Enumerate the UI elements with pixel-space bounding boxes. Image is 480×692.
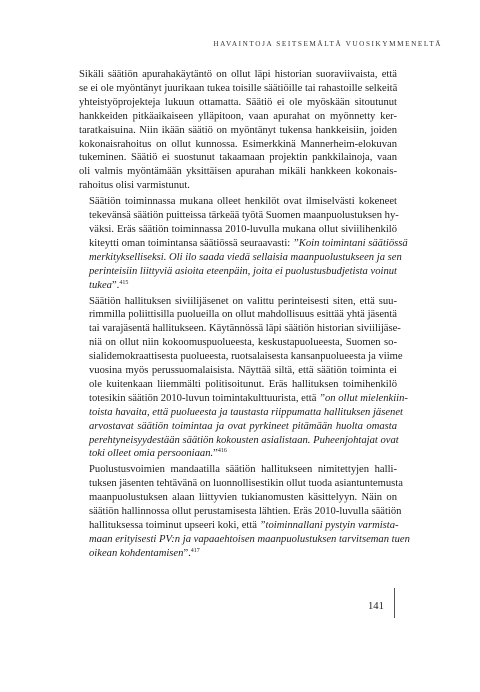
- text-line: [79, 251, 402, 265]
- page-number: 141: [368, 601, 384, 612]
- text-line: [79, 378, 397, 392]
- text-run: väksi. Eräs säätiön toiminnassa 2010-luvulla mukana ollut siviilihenkilö: [89, 223, 397, 235]
- text-line: [79, 195, 397, 209]
- text-run: vuosina myös perussuomalaisista. Näyttää siltä, että säätiön toiminta ei: [89, 365, 397, 377]
- text-run: Säätiön hallituksen siviilijäsenet on valittu perinteisesti siten, että suu-: [89, 295, 397, 307]
- text-line: [79, 124, 397, 138]
- text-run: ole kuitenkaan liiemmälti politisoitunut. Eräs hallituksen toimihenkilö: [89, 378, 397, 390]
- text-run: sialidemokraattisesta puolueesta, ruotsalaisesta kansanpuolueesta ja viime: [89, 351, 403, 363]
- text-line: [79, 265, 397, 279]
- text-run: tukea: [89, 279, 112, 291]
- text-line: [79, 477, 403, 491]
- text-line: [79, 447, 397, 461]
- text-run: se ei ole myöntänyt juurikaan tukea toisille säätiöille tai rahastoille selkeitä: [79, 82, 398, 94]
- text-run: niä on ollut niin kokoomuspuolueesta, keskustapuolueesta, Suomen so-: [89, 337, 397, 349]
- text-run: ”.: [111, 279, 120, 291]
- text-run: säätiön hallinnossa ollut perustamisesta lähtien. Eräs 2010-luvulla säätiön: [89, 506, 402, 518]
- text-line: [79, 110, 397, 124]
- text-line: [79, 68, 397, 82]
- text-line: [79, 237, 408, 251]
- text-line: [79, 96, 397, 110]
- text-line: [79, 392, 408, 406]
- text-line: [79, 547, 397, 561]
- text-line: [79, 209, 397, 223]
- text-line: [79, 179, 397, 193]
- text-line: [79, 434, 397, 448]
- text-run: ”on ollut mielenkiin-: [319, 392, 408, 404]
- paragraph: [79, 295, 408, 462]
- text-line: [79, 364, 397, 378]
- text-run: maanpuolustuksen alaan liittyvien tukianomusten käsittelyyn. Näin on: [89, 492, 397, 504]
- paragraph: [79, 463, 410, 560]
- text-line: [79, 151, 397, 165]
- text-run: tukeminen. Säätiö ei suostunut takaamaan projektin pankkilainoja, vaan: [79, 152, 397, 164]
- text-run: oikean kohdentamisen: [89, 547, 184, 559]
- text-run: ”.: [183, 547, 191, 559]
- text-line: [79, 165, 397, 179]
- footnote-ref: 415: [119, 279, 129, 286]
- footnote-ref: 417: [190, 547, 200, 554]
- text-run: toista havaita, että puolueesta ja taustasta riippumatta hallituksen jäsenet: [89, 406, 403, 418]
- text-run: perehtyneisyydestään säätiön kokousten asialistaan. Puheenjohtajat ovat: [89, 434, 399, 446]
- text-line: [79, 519, 397, 533]
- running-head: HAVAINTOJA SEITSEMÄLTÄ VUOSIKYMMENELTÄ: [213, 40, 442, 48]
- body-text: [79, 68, 410, 563]
- text-run: ”toiminnallani pystyin varmista-: [259, 520, 399, 531]
- footnote-ref: 416: [217, 448, 227, 455]
- text-line: [79, 82, 397, 96]
- text-run: toki olleet omia persooniaan.: [89, 448, 214, 460]
- text-line: [79, 336, 397, 350]
- text-run: kiteytti oman toimintansa säätiössä seuraavasti:: [89, 237, 293, 249]
- text-run: yhteistyöprojekteja lukuun ottamatta. Säätiö ei ole myöskään sitoutunut: [79, 96, 397, 108]
- text-run: Sikäli säätiön apurahakäytäntö on ollut läpi historian suoraviivaista, että: [79, 69, 397, 80]
- text-run: tuksen jäsenten tehtävänä on luonnollisestikin ollut tuoda asiantuntemusta: [89, 478, 403, 490]
- text-run: rimmilla poliittisilla puolueilla on ollut mahdollisuus esittää yhtä jäsentä: [89, 309, 397, 321]
- paragraph: [79, 195, 408, 292]
- text-line: [79, 138, 397, 152]
- text-run: perinteisiin liittyviä asioita eteenpäin, joita ei puolustusbudjetista voinut: [89, 265, 397, 277]
- text-line: [79, 533, 410, 547]
- text-line: [79, 463, 397, 477]
- text-line: [79, 491, 397, 505]
- text-run: totesikin säätiön 2010-luvun toimintakulttuurista, että: [89, 392, 320, 404]
- folio-rule: [394, 588, 395, 618]
- text-line: [79, 505, 402, 519]
- paragraph: [79, 68, 397, 193]
- text-run: tai varajäsentä hallitukseen. Käytännössä läpi säätiön historian siviilijäse-: [89, 323, 401, 335]
- text-line: [79, 420, 397, 434]
- text-run: merkitykselliseksi. Oli ilo saada viedä sellaisia maanpuolustukseen ja sen: [89, 251, 402, 263]
- text-run: maan erityisesti PV:n ja vapaaehtoisen maanpuolustuksen tarvitseman tuen: [89, 533, 410, 545]
- text-run: hallituksessa toiminut upseeri koki, että: [89, 520, 260, 531]
- text-run: kokonaisrahoitus on ollut kunnossa. Esimerkkinä Mannerheim-elokuvan: [79, 138, 397, 150]
- text-run: taratkaisuina. Niin ikään säätiö on myöntänyt tukensa hankkeisiin, joiden: [79, 124, 397, 136]
- text-run: Puolustusvoimien mandaatilla säätiön hallitukseen nimitettyjen halli-: [89, 464, 397, 476]
- text-run: rahoitus olisi varmistunut.: [79, 180, 190, 192]
- text-line: [79, 279, 397, 293]
- text-run: ”: [213, 448, 218, 460]
- text-run: Säätiön toiminnassa mukana olleet henkilöt ovat ilmiselvästi kokeneet: [89, 196, 397, 208]
- text-run: tekevänsä säätiön puitteissa tärkeää työtä Suomen maanpuolustuksen hy-: [89, 210, 399, 222]
- text-run: oli valmis myöntämään yksittäisen apurahan mikäli hankkeen kokonais-: [79, 166, 397, 178]
- text-line: [79, 406, 403, 420]
- text-line: [79, 322, 401, 336]
- text-line: [79, 308, 397, 322]
- text-line: [79, 350, 403, 364]
- text-run: hankkeiden pitkäaikaiseen ylläpitoon, vaan apurahat on myönnetty ker-: [79, 110, 397, 122]
- text-line: [79, 295, 397, 309]
- text-run: ”Koin toimintani säätiössä: [292, 237, 408, 249]
- text-run: arvostavat säätiön toimintaa ja ovat pyrkineet pitämään huolta omasta: [89, 420, 397, 432]
- text-line: [79, 223, 397, 237]
